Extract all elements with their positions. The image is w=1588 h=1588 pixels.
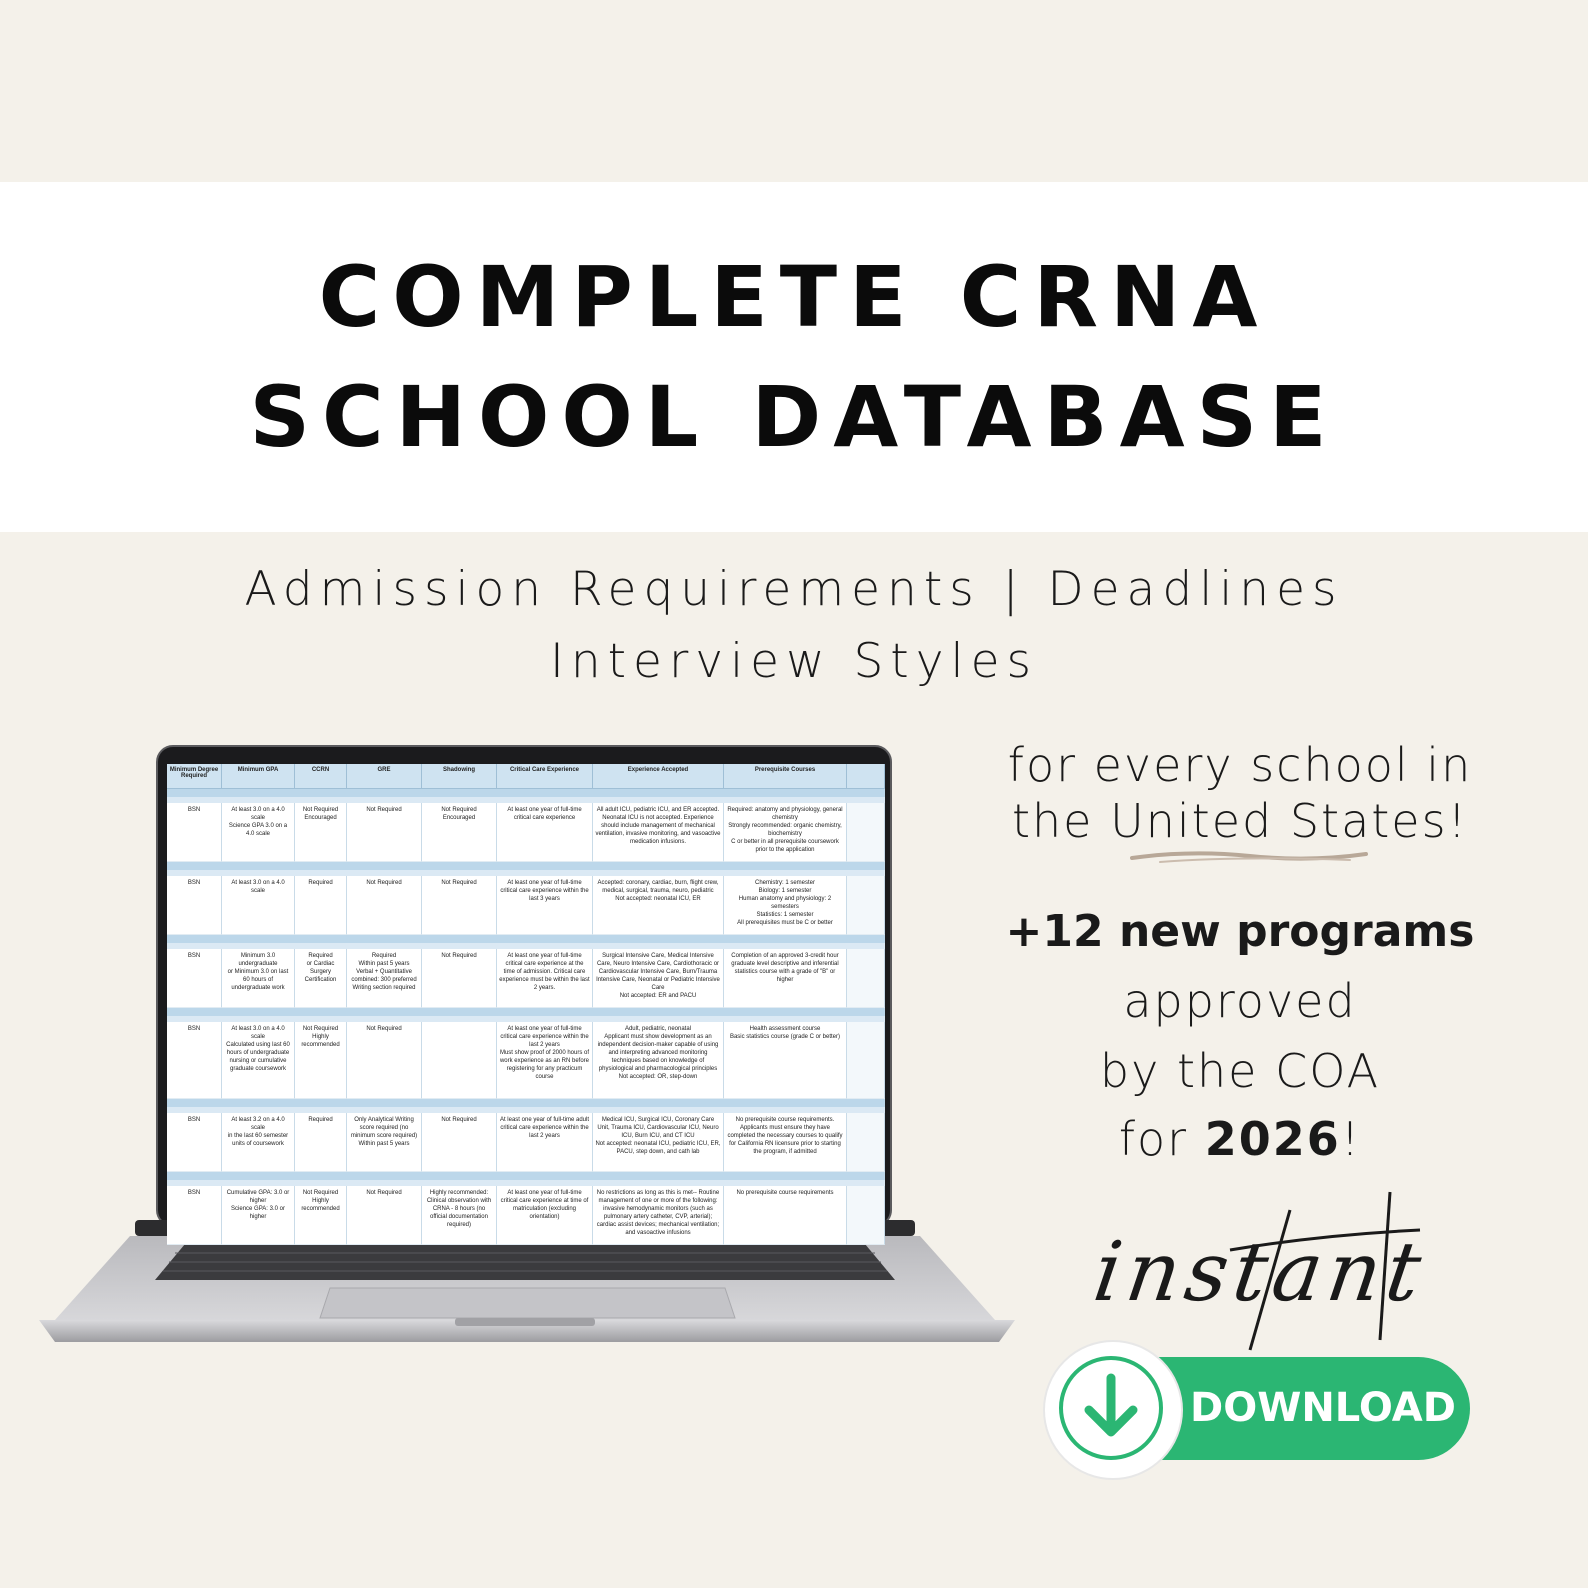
download-arrow-icon bbox=[1063, 1360, 1159, 1456]
sheet-column-header: Experience Accepted bbox=[593, 764, 724, 789]
sheet-column-header: CCRN bbox=[295, 764, 347, 789]
sheet-cell-gre: Not Required bbox=[347, 1022, 422, 1099]
brush-underline bbox=[1130, 848, 1370, 868]
page-title-line-2: SCHOOL DATABASE bbox=[249, 368, 1339, 466]
sheet-cell-critical: At least one year of full-time critical care experience at time of matriculation (excluding orientation) bbox=[497, 1186, 593, 1245]
sheet-cell-gpa: At least 3.0 on a 4.0 scale Calculated using last 60 hours of undergraduate nursing or cumulative graduate coursework bbox=[222, 1022, 295, 1099]
sheet-cell-extra bbox=[847, 1113, 885, 1172]
sheet-cell-gpa: At least 3.0 on a 4.0 scale Science GPA 3.0 on a 4.0 scale bbox=[222, 803, 295, 862]
sheet-column-header: Minimum GPA bbox=[222, 764, 295, 789]
download-icon-circle[interactable] bbox=[1043, 1340, 1183, 1480]
sheet-cell-degree: BSN bbox=[167, 1113, 222, 1172]
sheet-cell-accepted: Adult, pediatric, neonatal Applicant must show development as an independent decision-maker capable of using and interpreting advanced monitoring techniques based on knowledge of physiological and pharmacological principles Not accepted: OR, step-down bbox=[593, 1022, 724, 1099]
sheet-cell-shadowing: Not Required bbox=[422, 949, 497, 1008]
tagline-line-1: for every school in bbox=[1007, 738, 1473, 792]
sheet-column-header-extra bbox=[847, 764, 885, 789]
sheet-cell-gre: Not Required bbox=[347, 803, 422, 862]
for-year-text bbox=[960, 1112, 1520, 1166]
for-prefix: for bbox=[1118, 1112, 1205, 1166]
sheet-cell-accepted: Surgical Intensive Care, Medical Intensive Care, Neuro Intensive Care, Cardiothoracic or Cardiovascular Intensive Care, Burn/Trauma Intensive Care, Neonatal or Pediatric Intensive Care Not accepted: ER and PACU bbox=[593, 949, 724, 1008]
sheet-cell-critical: At least one year of full-time critical care experience within the last 2 years Must show proof of 2000 hours of work experience as an RN before registering for any practicum course bbox=[497, 1022, 593, 1099]
sheet-column-header: GRE bbox=[347, 764, 422, 789]
sheet-cell-accepted: Accepted: coronary, cardiac, burn, flight crew, medical, surgical, trauma, neuro, pediatric Not accepted: neonatal ICU, ER bbox=[593, 876, 724, 935]
sheet-cell-gpa: Cumulative GPA: 3.0 or higher Science GPA: 3.0 or higher bbox=[222, 1186, 295, 1245]
sheet-cell-prereq: Health assessment course Basic statistics course (grade C or better) bbox=[724, 1022, 847, 1099]
sheet-cell-degree: BSN bbox=[167, 1022, 222, 1099]
new-programs-text: +12 new programs bbox=[1005, 906, 1475, 957]
sheet-cell-gpa: At least 3.2 on a 4.0 scale in the last 60 semester units of coursework bbox=[222, 1113, 295, 1172]
sheet-cell-prereq: No prerequisite course requirements. Applicants must ensure they have completed the necessary courses to qualify for California RN licensure prior to starting the program, if admitted bbox=[724, 1113, 847, 1172]
sheet-cell-shadowing: Not Required Encouraged bbox=[422, 803, 497, 862]
sheet-cell-critical: At least one year of full-time critical care experience at the time of admission. Critical care experience must be within the last 2 years. bbox=[497, 949, 593, 1008]
download-label[interactable]: DOWNLOAD bbox=[1190, 1385, 1456, 1431]
sheet-row-separator bbox=[167, 1172, 885, 1180]
script-flourish bbox=[1230, 1190, 1430, 1360]
sheet-cell-degree: BSN bbox=[167, 803, 222, 862]
download-icon-ring bbox=[1059, 1356, 1163, 1460]
sheet-cell-extra bbox=[847, 1022, 885, 1099]
sheet-cell-shadowing: Not Required bbox=[422, 1113, 497, 1172]
sheet-cell-critical: At least one year of full-time critical care experience bbox=[497, 803, 593, 862]
page-title-line-1: COMPLETE CRNA bbox=[318, 248, 1270, 346]
sheet-cell-gre: Only Analytical Writing score required (no minimum score required) Within past 5 years bbox=[347, 1113, 422, 1172]
sheet-cell-extra bbox=[847, 949, 885, 1008]
sheet-cell-prereq: Completion of an approved 3-credit hour graduate level descriptive and inferential statistics course with a grade of "B" or higher bbox=[724, 949, 847, 1008]
approved-text: approved bbox=[1123, 974, 1357, 1028]
sheet-cell-accepted: All adult ICU, pediatric ICU, and ER accepted. Neonatal ICU is not accepted. Experience should include management of mechanical ventilation, invasive monitoring, and vasoactive medication infusions. bbox=[593, 803, 724, 862]
sheet-row-separator bbox=[167, 789, 885, 797]
sheet-cell-ccrn: Required bbox=[295, 876, 347, 935]
for-suffix: ! bbox=[1340, 1112, 1362, 1166]
sheet-column-header: Shadowing bbox=[422, 764, 497, 789]
year-text: 2026 bbox=[1204, 1112, 1341, 1166]
subtitle-line-2: Interview Styles bbox=[549, 634, 1039, 689]
sheet-cell-gre: Not Required bbox=[347, 1186, 422, 1245]
sheet-column-header: Critical Care Experience bbox=[497, 764, 593, 789]
sheet-cell-shadowing: Not Required bbox=[422, 876, 497, 935]
tagline-line-2: the United States! bbox=[1011, 794, 1469, 848]
sheet-cell-degree: BSN bbox=[167, 1186, 222, 1245]
sheet-cell-accepted: Medical ICU, Surgical ICU, Coronary Care Unit, Trauma ICU, Cardiovascular ICU, Neuro ICU, Burn ICU, and CT ICU Not accepted: neonatal ICU, pediatric ICU, ER, PACU, step down, and cath lab bbox=[593, 1113, 724, 1172]
sheet-row-separator bbox=[167, 1099, 885, 1107]
sheet-cell-ccrn: Required or Cardiac Surgery Certification bbox=[295, 949, 347, 1008]
sheet-cell-gpa: Minimum 3.0 undergraduate or Minimum 3.0 on last 60 hours of undergraduate work bbox=[222, 949, 295, 1008]
sheet-cell-critical: At least one year of full-time critical care experience within the last 3 years bbox=[497, 876, 593, 935]
sheet-cell-critical: At least one year of full-time adult critical care experience within the last 2 years bbox=[497, 1113, 593, 1172]
sheet-cell-shadowing: Highly recommended: Clinical observation with CRNA - 8 hours (no official documentation required) bbox=[422, 1186, 497, 1245]
sheet-cell-gre: Required Within past 5 years Verbal + Quantitative combined: 300 preferred Writing section required bbox=[347, 949, 422, 1008]
sheet-cell-degree: BSN bbox=[167, 876, 222, 935]
sheet-cell-extra bbox=[847, 1186, 885, 1245]
sheet-cell-ccrn: Required bbox=[295, 1113, 347, 1172]
sheet-cell-extra bbox=[847, 803, 885, 862]
sheet-cell-prereq: Required: anatomy and physiology, general chemistry Strongly recommended: organic chemistry, biochemistry C or better in all prerequisite coursework prior to the application bbox=[724, 803, 847, 862]
sheet-cell-extra bbox=[847, 876, 885, 935]
by-coa-text: by the COA bbox=[1099, 1044, 1381, 1098]
sheet-cell-ccrn: Not Required Encouraged bbox=[295, 803, 347, 862]
sheet-row-separator bbox=[167, 1008, 885, 1016]
sheet-row-separator bbox=[167, 935, 885, 943]
title-banner bbox=[0, 182, 1588, 532]
sheet-cell-ccrn: Not Required Highly recommended bbox=[295, 1022, 347, 1099]
sheet-cell-degree: BSN bbox=[167, 949, 222, 1008]
instant-script-text: instant bbox=[1088, 1225, 1433, 1320]
sheet-cell-prereq: No prerequisite course requirements bbox=[724, 1186, 847, 1245]
sheet-cell-ccrn: Not Required Highly recommended bbox=[295, 1186, 347, 1245]
sheet-row-separator bbox=[167, 862, 885, 870]
sheet-cell-gpa: At least 3.0 on a 4.0 scale bbox=[222, 876, 295, 935]
sheet-cell-shadowing bbox=[422, 1022, 497, 1099]
sheet-cell-accepted: No restrictions as long as this is met-- Routine management of one or more of the following: invasive hemodynamic monitors (such as pulmonary artery catheter, CVP, arterial); cardiac assist devices; mechanical ventilation; and vasoactive infusions bbox=[593, 1186, 724, 1245]
sheet-cell-prereq: Chemistry: 1 semester Biology: 1 semester Human anatomy and physiology: 2 semesters Statistics: 1 semester All prerequisites must be C or better bbox=[724, 876, 847, 935]
subtitle-line-1: Admission Requirements | Deadlines bbox=[244, 562, 1344, 617]
spreadsheet-screen bbox=[167, 764, 885, 1236]
sheet-column-header: Minimum Degree Required bbox=[167, 764, 222, 789]
sheet-column-header: Prerequisite Courses bbox=[724, 764, 847, 789]
sheet-cell-gre: Not Required bbox=[347, 876, 422, 935]
